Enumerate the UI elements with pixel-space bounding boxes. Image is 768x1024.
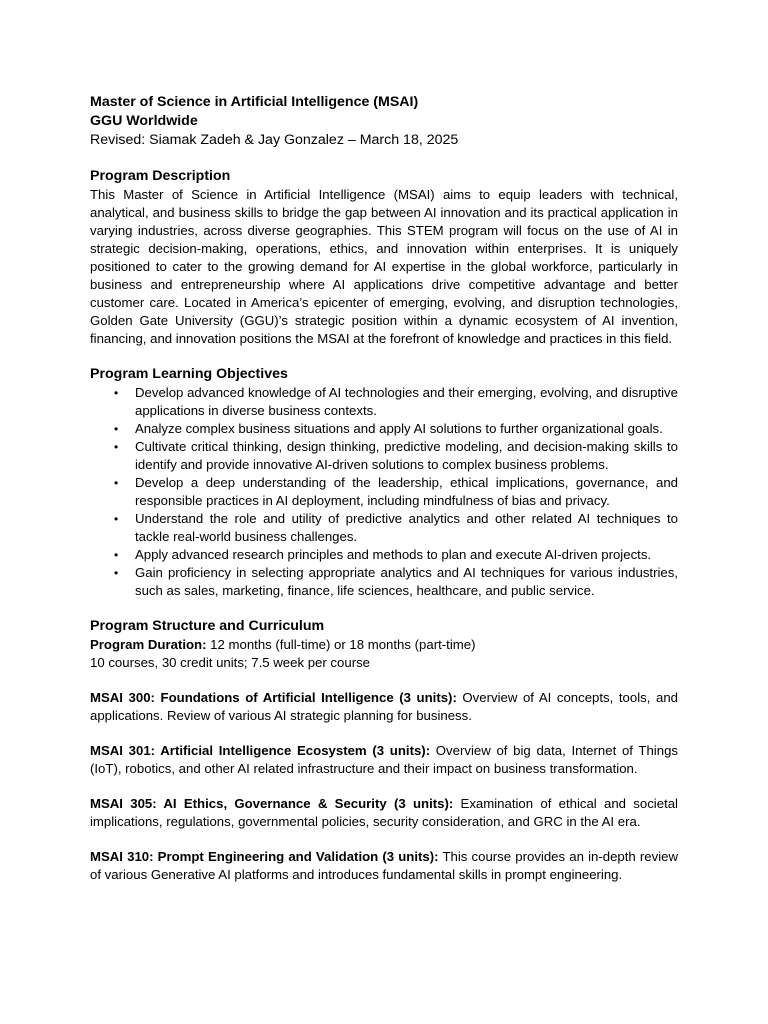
course-description: Overview of AI concepts, tools, and applications. Review of various AI strategic planning for business. (90, 690, 678, 723)
course-entry (90, 795, 678, 831)
bullet-icon: • (114, 566, 119, 580)
course-title: MSAI 301: Artificial Intelligence Ecosystem (3 units): (90, 743, 431, 758)
list-item (90, 438, 678, 474)
section-heading-description: Program Description (90, 168, 231, 184)
bullet-icon: • (114, 476, 119, 490)
list-item-text: Analyze complex business situations and apply AI solutions to further organizational goals. (135, 421, 663, 436)
bullet-icon: • (114, 548, 119, 562)
list-item (90, 546, 678, 564)
list-item-text: Understand the role and utility of predictive analytics and other related AI techniques to tackle real-world business challenges. (135, 511, 678, 544)
list-item-text: Cultivate critical thinking, design thinking, predictive modeling, and decision-making skills to identify and provide innovative AI-driven solutions to complex business problems. (135, 439, 678, 472)
list-item (90, 510, 678, 546)
course-description: Examination of ethical and societal implications, regulations, governmental policies, security consideration, and GRC in the AI era. (90, 796, 678, 829)
duration-label: Program Duration: (90, 637, 207, 652)
revision-line: Revised: Siamak Zadeh & Jay Gonzalez – March 18, 2025 (90, 132, 459, 148)
list-item (90, 564, 678, 600)
course-entry (90, 742, 678, 778)
program-duration (90, 636, 678, 654)
courses-summary: 10 courses, 30 credit units; 7.5 week per course (90, 655, 371, 670)
document-page (90, 93, 678, 884)
list-item (90, 384, 678, 420)
course-title: MSAI 305: AI Ethics, Governance & Security (3 units): (90, 796, 454, 811)
bullet-icon: • (114, 440, 119, 454)
course-entry (90, 848, 678, 884)
document-subtitle: GGU Worldwide (90, 113, 198, 129)
course-description: This course provides an in-depth review of various Generative AI platforms and introduces fundamental skills in prompt engineering. (90, 849, 679, 882)
course-title: MSAI 300: Foundations of Artificial Intelligence (3 units): (90, 690, 457, 705)
section-heading-structure: Program Structure and Curriculum (90, 618, 325, 634)
section-heading-objectives: Program Learning Objectives (90, 366, 288, 382)
list-item-text: Gain proficiency in selecting appropriate analytics and AI techniques for various industries, such as sales, marketing, finance, life sciences, healthcare, and public service. (135, 565, 678, 598)
bullet-icon: • (114, 512, 119, 526)
duration-value: 12 months (full-time) or 18 months (part-time) (206, 637, 476, 652)
bullet-icon: • (114, 422, 119, 436)
bullet-icon: • (114, 386, 119, 400)
list-item (90, 474, 678, 510)
list-item (90, 420, 678, 438)
list-item-text: Develop a deep understanding of the leadership, ethical implications, governance, and responsible practices in AI deployment, including mindfulness of bias and privacy. (135, 475, 678, 508)
document-title: Master of Science in Artificial Intelligence (MSAI) (90, 94, 419, 110)
course-entry (90, 689, 678, 725)
list-item-text: Apply advanced research principles and methods to plan and execute AI-driven projects. (135, 547, 652, 562)
course-title: MSAI 310: Prompt Engineering and Validation (3 units): (90, 849, 439, 864)
description-paragraph: This Master of Science in Artificial Intelligence (MSAI) aims to equip leaders with technical, analytical, and business skills to bridge the gap between AI innovation and its practical application in varying industries, across diverse geographies. This STEM program will focus on the use of AI in strategic decision-making, operations, ethics, and innovation within enterprises. It is uniquely positioned to cater to the growing demand for AI expertise in the global workforce, particularly in business and entrepreneurship where AI applications drive competitive advantage and better customer care. Located in America’s epicenter of emerging, evolving, and disruption technologies, Golden Gate University (GGU)’s strategic position within a dynamic ecosystem of AI invention, financing, and innovation positions the MSAI at the forefront of knowledge and practices in this field. (90, 187, 678, 346)
list-item-text: Develop advanced knowledge of AI technologies and their emerging, evolving, and disruptive applications in diverse business contexts. (135, 385, 678, 418)
objectives-list (90, 384, 678, 600)
course-description: Overview of big data, Internet of Things (IoT), robotics, and other AI related infrastructure and their impact on business transformation. (90, 743, 678, 776)
